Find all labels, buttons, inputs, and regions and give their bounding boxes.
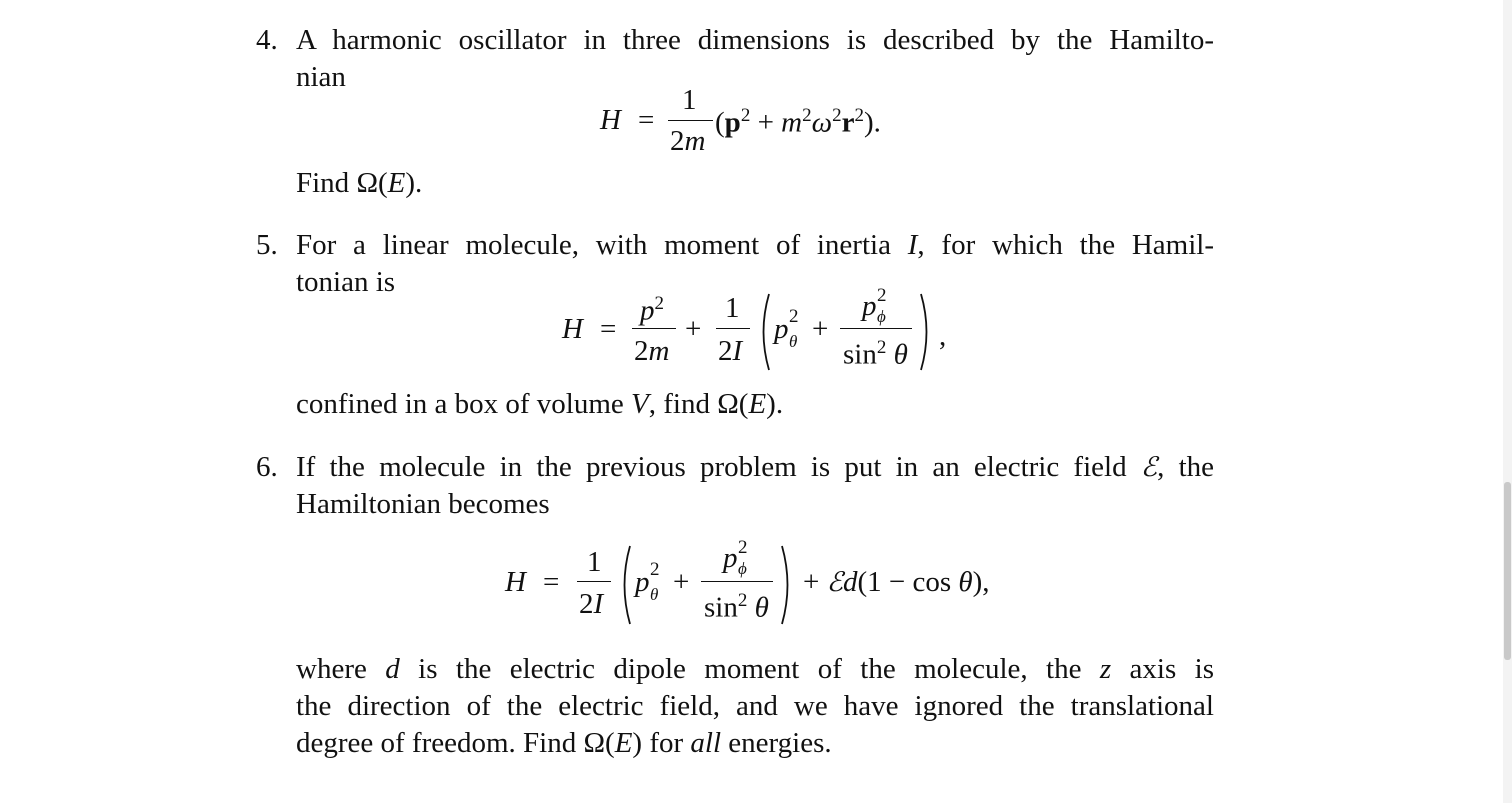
problem-4-line-1: A harmonic oscillator in three dimensions is described by the Hamilto- — [296, 24, 1214, 56]
fraction-bar — [577, 581, 611, 582]
problem-6-after-line-1: where d is the electric dipole moment of the molecule, the z axis is — [296, 653, 1215, 685]
problem-6-after-line-2: the direction of the electric field, and we have ignored the translational — [296, 690, 1214, 722]
eq-h-symbol: H — [505, 566, 526, 598]
eq-field-term: + ℰd(1 − cos θ), — [803, 566, 990, 598]
frac-denominator: 2I — [579, 588, 604, 620]
equation-linear-molecule-hamiltonian — [562, 285, 982, 378]
left-paren — [617, 544, 633, 626]
eq-comma: , — [939, 320, 947, 352]
problem-4-number: 4. — [256, 24, 278, 56]
problem-4-line-2: nian — [296, 61, 346, 93]
eq-plus: + — [812, 313, 829, 345]
problem-5-line-1: For a linear molecule, with moment of inertia I, for which the Hamil- — [296, 229, 1214, 261]
equation-field-hamiltonian — [505, 536, 1025, 626]
omega-e: Ω(E) — [356, 167, 416, 199]
problem-5-number: 5. — [256, 229, 278, 261]
eq-equals: = — [543, 566, 560, 598]
eq-plus: + — [685, 313, 702, 345]
frac-numerator: $p^2$ — [640, 293, 664, 327]
problem-6-line-1: If the molecule in the previous problem is put in an electric field ℰ, the — [296, 451, 1214, 483]
sin-squared-theta: $\sin^2 \theta$ — [704, 590, 769, 624]
p-phi-squared: p 2 ϕ — [723, 537, 748, 578]
vertical-scrollbar[interactable] — [1503, 0, 1512, 803]
problem-6-line-2: Hamiltonian becomes — [296, 488, 550, 520]
frac-denominator: 2I — [718, 335, 743, 367]
eq-h-symbol: H — [600, 104, 621, 136]
fraction-bar — [701, 581, 773, 582]
frac-numerator: 1 — [725, 292, 740, 324]
fraction-bar — [668, 120, 713, 121]
frac-denominator: 2m — [634, 335, 670, 367]
omega-e: Ω(E) — [717, 388, 776, 420]
problem-5-line-2: tonian is — [296, 266, 396, 298]
frac-denominator: 2m — [670, 125, 706, 157]
frac-numerator: 1 — [682, 84, 697, 116]
p-theta-squared: p 2 θ — [774, 306, 799, 351]
omega-e: Ω(E) — [583, 727, 643, 759]
problem-5-after: confined in a box of volume V, find Ω(E). — [296, 388, 784, 420]
sin-squared-theta: $\sin^2 \theta$ — [843, 337, 908, 371]
scrollbar-thumb[interactable] — [1504, 482, 1511, 660]
equation-harmonic-hamiltonian — [600, 84, 930, 174]
right-paren — [918, 292, 934, 372]
fraction-bar — [716, 328, 750, 329]
problem-4-find: Find Ω(E). — [296, 167, 423, 199]
eq-equals: = — [638, 104, 655, 136]
right-paren — [779, 544, 795, 626]
eq-equals: = — [600, 313, 617, 345]
fraction-bar — [840, 328, 912, 329]
p-theta-squared: p 2 θ — [635, 559, 660, 604]
problem-6-number: 6. — [256, 451, 278, 483]
eq-plus: + — [673, 566, 690, 598]
fraction-bar — [632, 328, 676, 329]
eq-momentum-term: $(p^2 + m^2\omega^2r^2)$. — [715, 105, 881, 139]
problem-6-after-line-3: degree of freedom. Find Ω(E) for all energies. — [296, 727, 832, 759]
eq-h-symbol: H — [562, 313, 583, 345]
frac-numerator: 1 — [587, 546, 602, 578]
p-phi-squared: p 2 ϕ — [862, 285, 887, 326]
left-paren — [756, 292, 772, 372]
